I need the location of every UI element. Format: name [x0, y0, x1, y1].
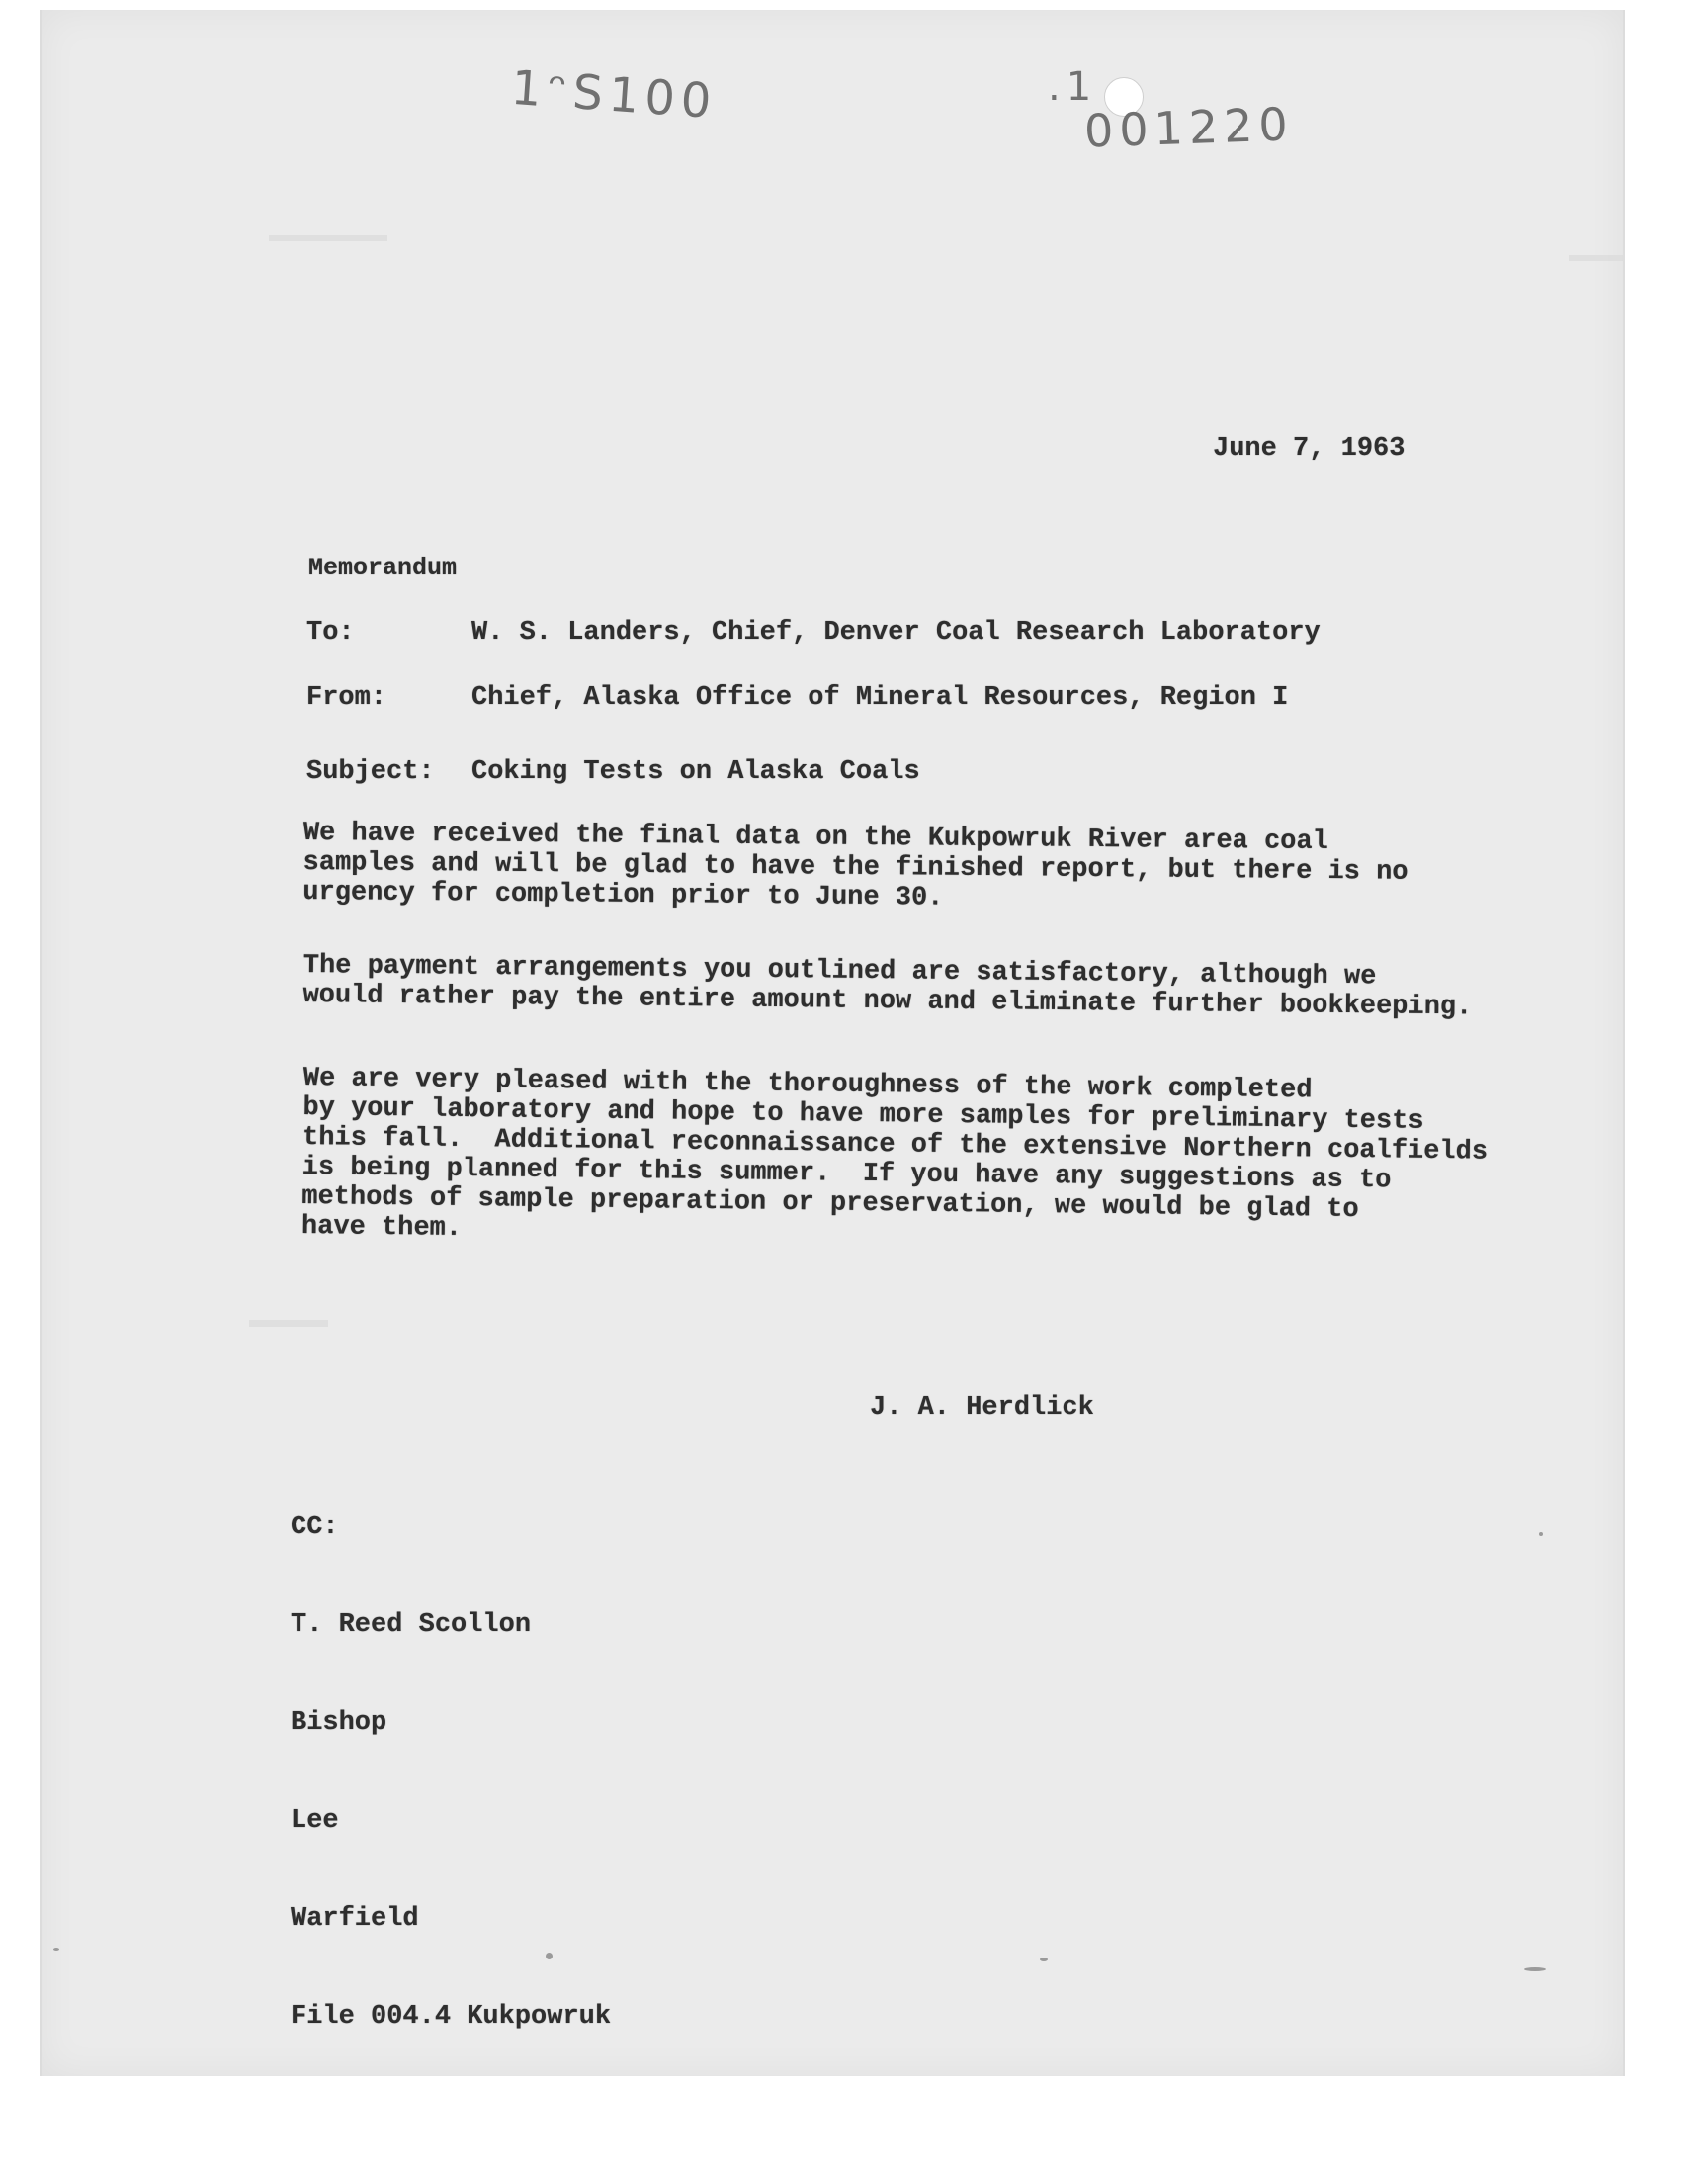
- paper-speck: [1539, 1532, 1543, 1536]
- document-number-handwritten: 001220: [1083, 97, 1295, 158]
- faint-smudge: [1569, 255, 1623, 261]
- body-paragraph-3: We are very pleased with the thoroughness of the work completed by your laboratory and hope to have more samples for preliminary tests this fall. Additional reconnaissance of the extensive Northern coalfields is being planned for this summer. If you have any suggestions as to methods of sample preparation or preservation, we would be glad to have them.: [300, 1064, 1489, 1244]
- to-value: W. S. Landers, Chief, Denver Coal Research Laboratory: [471, 618, 1321, 648]
- cc-recipient: T. Reed Scollon: [291, 1610, 532, 1640]
- file-number-handwritten: 1ᵔS100: [509, 59, 720, 130]
- memo-title: Memorandum: [308, 554, 458, 582]
- handwritten-mark: .1: [1048, 64, 1098, 110]
- cc-block: [291, 1446, 611, 2099]
- paper-speck: [1524, 1967, 1546, 1971]
- cc-recipient: Lee: [291, 1806, 339, 1836]
- body-paragraph-2: The payment arrangements you outlined are satisfactory, although we would rather pay the entire amount now and eliminate further bookkeeping.: [302, 951, 1473, 1023]
- document-page: [40, 10, 1625, 2076]
- signature-name: J. A. Herdlick: [870, 1393, 1094, 1423]
- subject-label: Subject:: [306, 757, 435, 787]
- body-paragraph-1: We have received the final data on the Kukpowruk River area coal samples and will be glad to have the finished report, but there is no urgency for completion prior to June 30.: [302, 819, 1409, 914]
- cc-recipient: File 004.4 Kukpowruk: [291, 2002, 612, 2032]
- faint-smudge: [249, 1320, 328, 1327]
- paper-speck: [546, 1953, 553, 1959]
- paper-speck: [1040, 1958, 1048, 1961]
- cc-recipient: Warfield: [291, 1904, 419, 1934]
- subject-value: Coking Tests on Alaska Coals: [471, 757, 920, 787]
- cc-label: CC:: [291, 1513, 339, 1542]
- memo-date: June 7, 1963: [1213, 434, 1406, 464]
- paper-speck: [53, 1948, 59, 1951]
- from-label: From:: [306, 683, 387, 713]
- to-label: To:: [306, 618, 355, 648]
- cc-recipient: Bishop: [291, 1708, 387, 1738]
- from-value: Chief, Alaska Office of Mineral Resources, Region I: [471, 683, 1289, 713]
- faint-smudge: [269, 235, 387, 241]
